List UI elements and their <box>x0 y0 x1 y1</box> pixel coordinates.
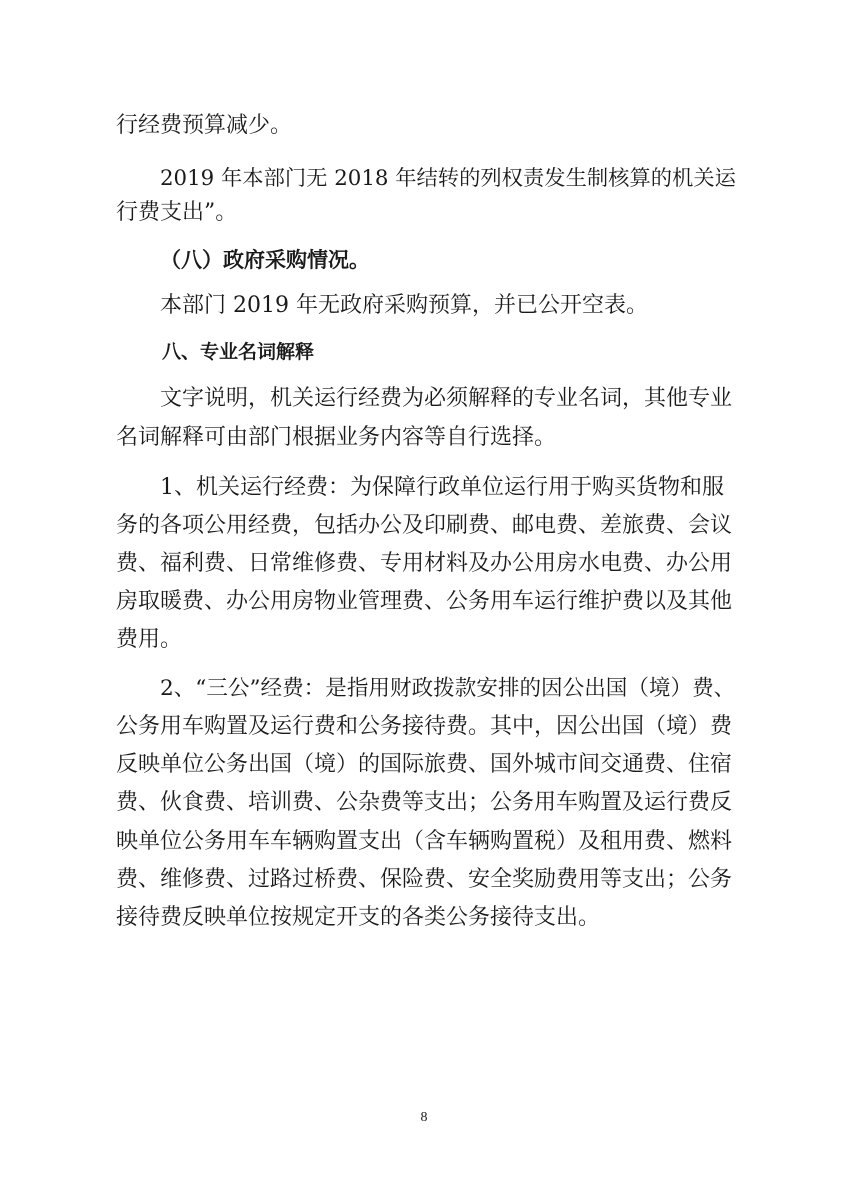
section-heading: （八）政府采购情况。 <box>160 248 370 272</box>
text-line: 2、“三公”经费：是指用财政拨款安排的因公出国（境）费、 <box>160 676 736 701</box>
text-line: 2019 年本部门无 2018 年结转的列权责发生制核算的机关运 <box>160 166 736 191</box>
text-line: 映单位公务用车车辆购置支出（含车辆购置税）及租用费、燃料 <box>116 829 733 854</box>
text-line: 费用。 <box>116 627 183 652</box>
text-line: 费、福利费、日常维修费、专用材料及办公用房水电费、办公用 <box>116 551 733 576</box>
text-line: 费、维修费、过路过桥费、保险费、安全奖励费用等支出；公务 <box>116 867 733 892</box>
text-line: 务的各项公用经费，包括办公及印刷费、邮电费、差旅费、会议 <box>116 513 733 538</box>
text-line: 本部门 2019 年无政府采购预算，并已公开空表。 <box>160 293 648 318</box>
text-line: 文字说明，机关运行经费为必须解释的专业名词，其他专业 <box>160 386 733 411</box>
text-line: 反映单位公务出国（境）的国际旅费、国外城市间交通费、住宿 <box>116 752 733 777</box>
text-line: 房取暖费、办公用房物业管理费、公务用车运行维护费以及其他 <box>116 589 733 614</box>
text-line: 1、机关运行经费：为保障行政单位运行用于购买货物和服 <box>160 475 724 500</box>
section-heading: 八、专业名词解释 <box>162 341 315 363</box>
text-line: 行费支出”。 <box>116 200 238 225</box>
text-line: 行经费预算减少。 <box>116 113 293 138</box>
text-line: 名词解释可由部门根据业务内容等自行选择。 <box>116 425 557 450</box>
page-number: 8 <box>420 1110 428 1125</box>
text-line: 公务用车购置及运行费和公务接待费。其中，因公出国（境）费 <box>116 714 733 739</box>
text-line: 费、伙食费、培训费、公杂费等支出；公务用车购置及运行费反 <box>116 790 733 815</box>
text-line: 接待费反映单位按规定开支的各类公务接待支出。 <box>116 905 601 930</box>
